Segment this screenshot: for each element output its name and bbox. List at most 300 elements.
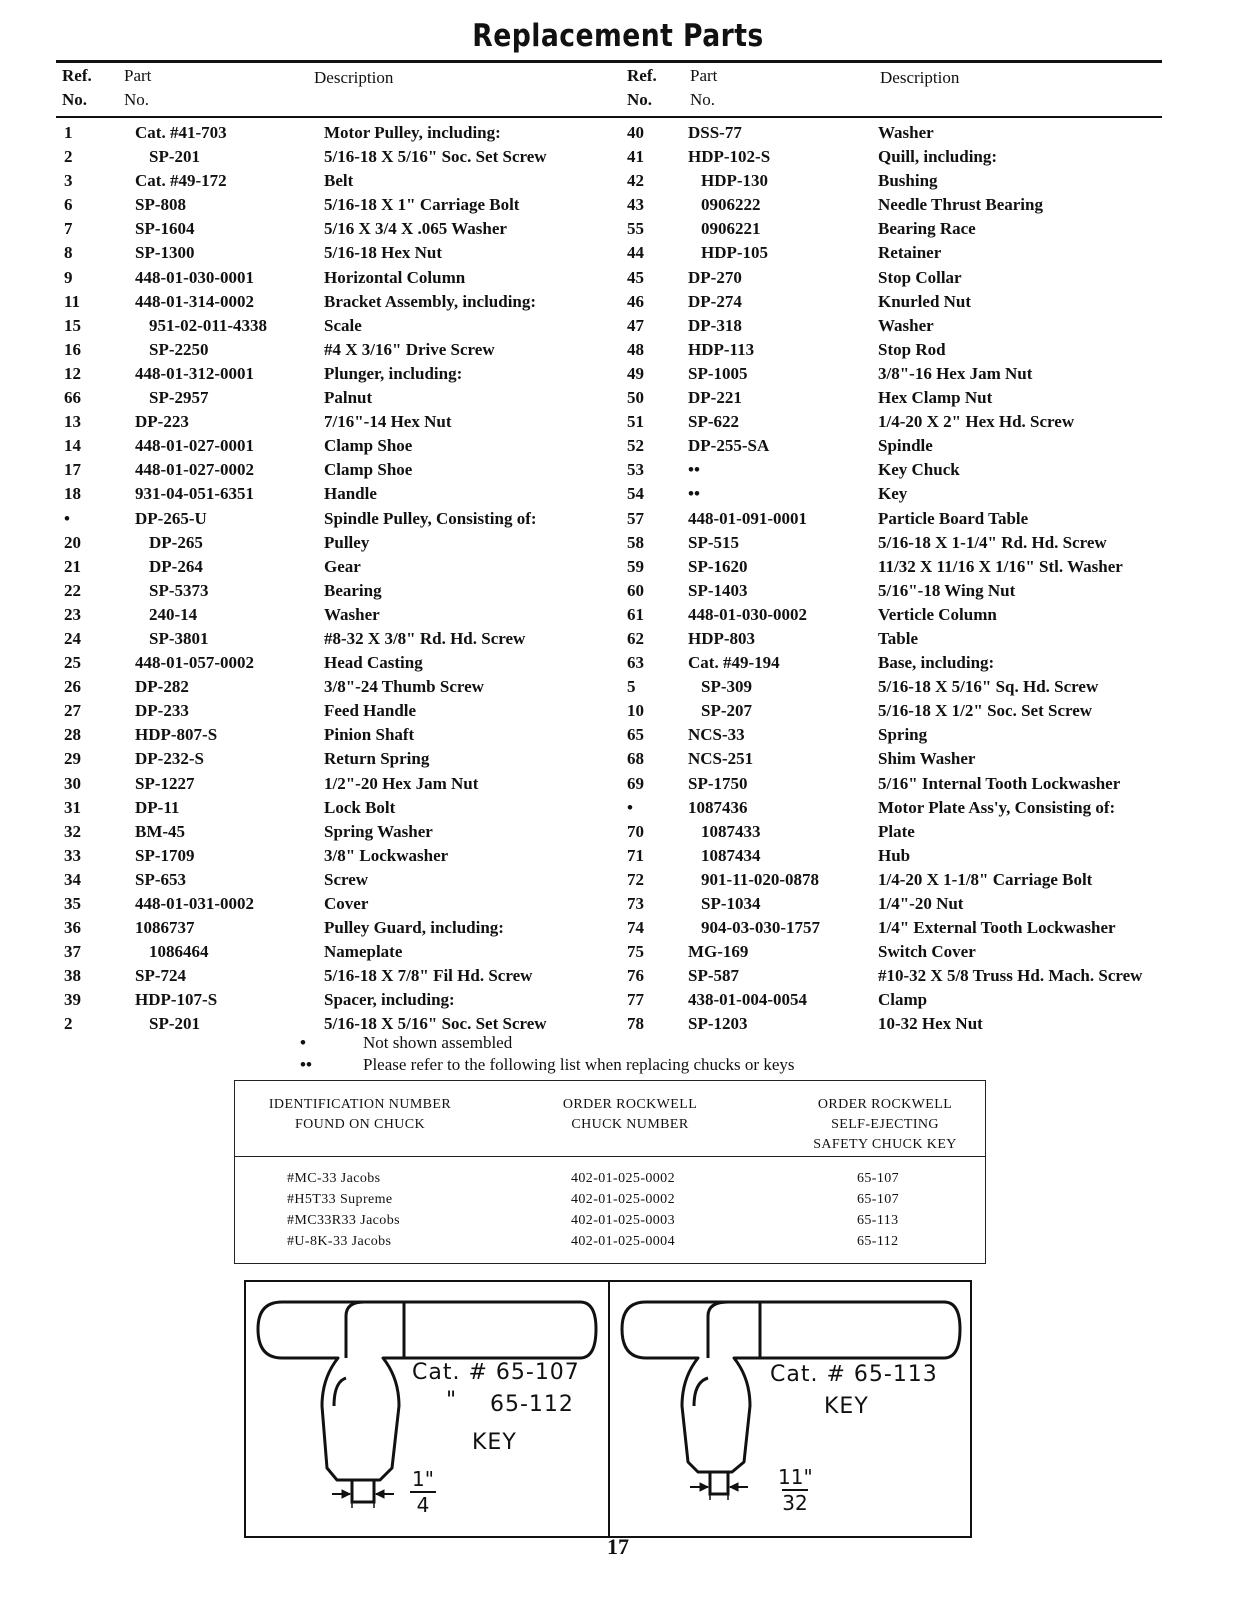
header-part-right — [690, 64, 717, 112]
part-row — [627, 844, 1207, 868]
ref-number: 68 — [627, 749, 644, 769]
ref-number: 15 — [64, 315, 81, 335]
chuck-id: #H5T33 Supreme — [287, 1192, 393, 1207]
part-row — [627, 362, 1207, 386]
part-row — [64, 386, 624, 410]
ref-number: • — [627, 797, 633, 817]
part-number: HDP-102-S — [688, 147, 771, 167]
part-row — [64, 482, 624, 506]
footnote-text: Not shown assembled — [363, 1033, 513, 1052]
ref-number: 39 — [64, 990, 81, 1010]
ref-number: 55 — [627, 219, 644, 239]
part-description: Spindle Pulley, Consisting of: — [324, 508, 537, 528]
ref-number: 74 — [627, 918, 644, 938]
part-description: Plunger, including: — [324, 363, 463, 383]
ref-number: 65 — [627, 725, 644, 745]
part-number: SP-2957 — [149, 388, 209, 408]
part-description: Clamp Shoe — [324, 436, 413, 456]
part-row — [64, 699, 624, 723]
ref-number: 69 — [627, 773, 644, 793]
ref-number: 51 — [627, 412, 644, 432]
part-number: MG-169 — [688, 942, 749, 962]
part-row — [64, 266, 624, 290]
ref-number: 25 — [64, 653, 81, 673]
part-number: 448-01-027-0002 — [135, 460, 254, 480]
part-number: 448-01-057-0002 — [135, 653, 254, 673]
ref-number: 11 — [64, 291, 81, 311]
chuck-key-number: 65-112 — [857, 1234, 899, 1249]
part-row — [627, 193, 1207, 217]
part-number: DP-221 — [688, 388, 742, 408]
part-number: 0906222 — [701, 195, 761, 215]
part-row — [627, 579, 1207, 603]
part-description: Stop Collar — [878, 267, 962, 287]
part-number: SP-201 — [149, 147, 200, 167]
dim-arrowhead-right — [730, 1483, 738, 1491]
part-number: HDP-803 — [688, 628, 756, 648]
part-row — [64, 290, 624, 314]
part-row — [64, 988, 624, 1012]
part-number: HDP-130 — [701, 171, 769, 191]
part-description: 3/8" Lockwasher — [324, 845, 449, 865]
header-ref-left — [62, 64, 92, 112]
part-description: 1/4-20 X 2" Hex Hd. Screw — [878, 412, 1075, 432]
key-left-dimension — [406, 1468, 440, 1516]
chuck-key-top — [346, 1302, 404, 1316]
part-row — [64, 145, 624, 169]
ref-number: 73 — [627, 894, 644, 913]
part-description: 5/16 X 3/4 X .065 Washer — [324, 219, 507, 239]
part-description: Base, including: — [878, 653, 995, 673]
part-description: Plate — [878, 821, 915, 841]
parts-list-left — [64, 121, 624, 1037]
part-description: Return Spring — [324, 749, 430, 769]
fraction-numerator: 11" — [778, 1465, 813, 1489]
part-row — [64, 362, 624, 386]
ref-number: 44 — [627, 243, 644, 263]
part-row — [64, 844, 624, 868]
part-row — [627, 482, 1207, 506]
part-description: Knurled Nut — [878, 291, 972, 311]
ref-number: 23 — [64, 604, 81, 624]
part-description: 5/16-18 Hex Nut — [324, 243, 443, 263]
part-number: HDP-807-S — [135, 725, 218, 745]
chuck-header-line: IDENTIFICATION NUMBER — [268, 1097, 452, 1112]
ref-number: 53 — [627, 460, 644, 480]
part-row — [64, 338, 624, 362]
part-number: SP-515 — [688, 532, 739, 552]
part-number: SP-1403 — [688, 580, 748, 600]
chuck-id: #MC-33 Jacobs — [287, 1171, 381, 1186]
chuck-number: 402-01-025-0002 — [571, 1192, 675, 1207]
part-description: 1/2"-20 Hex Jam Nut — [324, 773, 479, 793]
part-description: Gear — [324, 556, 361, 576]
ref-number: 66 — [64, 388, 81, 408]
part-row — [627, 145, 1207, 169]
part-number: •• — [688, 484, 700, 504]
part-number: 448-01-312-0001 — [135, 363, 254, 383]
chuck-key-number: 65-107 — [857, 1192, 900, 1207]
dim-arrowhead-left — [342, 1490, 350, 1498]
part-row — [64, 531, 624, 555]
ref-number: 49 — [627, 363, 644, 383]
part-row — [627, 964, 1207, 988]
ref-number: 2 — [64, 147, 73, 167]
fraction-denominator: 4 — [416, 1493, 430, 1517]
part-description: Bearing Race — [878, 219, 976, 239]
part-number: SP-201 — [149, 1014, 200, 1034]
part-number: NCS-33 — [688, 725, 745, 745]
part-number: DP-265-U — [135, 508, 207, 528]
header-rule-bottom — [56, 116, 1162, 118]
ref-number: 3 — [64, 171, 73, 191]
footnote-mark: • — [300, 1033, 306, 1052]
part-number: 448-01-027-0001 — [135, 436, 254, 456]
ref-number: 31 — [64, 797, 81, 817]
parts-list-right — [627, 121, 1207, 1037]
part-row — [64, 892, 624, 916]
header-ref-line2: No. — [627, 90, 653, 109]
fraction-numerator: 1" — [412, 1467, 434, 1491]
ref-number: 35 — [64, 894, 81, 913]
dim-arrowhead-right — [376, 1490, 384, 1498]
part-row — [64, 169, 624, 193]
part-number: SP-1300 — [135, 243, 195, 263]
ref-number: 75 — [627, 942, 644, 962]
part-row — [627, 290, 1207, 314]
part-description: Needle Thrust Bearing — [878, 195, 1043, 215]
chuck-header-line: ORDER ROCKWELL — [562, 1097, 698, 1112]
part-number: SP-309 — [701, 677, 752, 697]
ref-number: 7 — [64, 219, 73, 239]
header-ref-line2: No. — [62, 90, 88, 109]
part-row — [64, 675, 624, 699]
part-description: 5/16"-18 Wing Nut — [878, 580, 1016, 600]
part-row — [627, 916, 1207, 940]
part-row — [64, 410, 624, 434]
part-number: DP-233 — [135, 701, 189, 721]
part-description: Key Chuck — [878, 460, 960, 480]
part-number: SP-622 — [688, 412, 739, 432]
part-number: 438-01-004-0054 — [688, 990, 807, 1010]
part-row — [627, 651, 1207, 675]
part-description: 5/16" Internal Tooth Lockwasher — [878, 773, 1121, 793]
part-number: 1087433 — [701, 821, 761, 841]
part-row — [627, 314, 1207, 338]
chuck-key-diagrams — [244, 1280, 972, 1538]
part-number: SP-1034 — [701, 894, 761, 913]
part-description: #8-32 X 3/8" Rd. Hd. Screw — [324, 628, 526, 648]
part-row — [627, 386, 1207, 410]
part-number: DP-270 — [688, 267, 742, 287]
part-row — [64, 916, 624, 940]
part-row — [627, 627, 1207, 651]
chuck-key-outline — [622, 1302, 960, 1472]
part-number: Cat. #41-703 — [135, 123, 227, 142]
chuck-header-line: FOUND ON CHUCK — [294, 1117, 426, 1132]
part-number: Cat. #49-172 — [135, 171, 227, 191]
part-number: SP-1709 — [135, 845, 195, 865]
ref-number: 58 — [627, 532, 644, 552]
part-row — [64, 217, 624, 241]
chuck-number: 402-01-025-0003 — [571, 1213, 675, 1228]
part-number: SP-587 — [688, 966, 739, 986]
part-number: HDP-105 — [701, 243, 769, 263]
ref-number: 17 — [64, 460, 81, 480]
part-row — [64, 193, 624, 217]
part-number: 448-01-091-0001 — [688, 508, 807, 528]
ref-number: 36 — [64, 918, 81, 938]
part-row — [64, 868, 624, 892]
part-row — [627, 603, 1207, 627]
part-description: Pinion Shaft — [324, 725, 415, 745]
ref-number: 78 — [627, 1014, 644, 1034]
ref-number: • — [64, 508, 70, 528]
part-number: SP-1203 — [688, 1014, 748, 1034]
chuck-header-identification — [245, 1095, 475, 1135]
part-description: Spring — [878, 725, 928, 745]
part-number: NCS-251 — [688, 749, 754, 769]
fraction-denominator: 32 — [782, 1491, 808, 1515]
ref-number: 13 — [64, 412, 81, 432]
part-row — [64, 772, 624, 796]
part-description: Bearing — [324, 580, 382, 600]
part-description: Motor Pulley, including: — [324, 123, 501, 142]
part-description: Lock Bolt — [324, 797, 396, 817]
ref-number: 61 — [627, 604, 644, 624]
part-row — [627, 796, 1207, 820]
part-number: SP-1227 — [135, 773, 195, 793]
part-row — [64, 796, 624, 820]
part-description: 3/8"-24 Thumb Screw — [324, 677, 484, 697]
part-row — [627, 507, 1207, 531]
part-row — [64, 507, 624, 531]
part-description: Head Casting — [324, 653, 423, 673]
chuck-key-number: 65-107 — [857, 1171, 900, 1186]
part-number: 1087436 — [688, 797, 748, 817]
part-description: #4 X 3/16" Drive Screw — [324, 339, 495, 359]
part-number: SP-5373 — [149, 580, 209, 600]
part-row — [627, 940, 1207, 964]
part-row — [627, 410, 1207, 434]
part-row — [627, 820, 1207, 844]
header-ref-right — [627, 64, 657, 112]
part-description: Clamp — [878, 990, 928, 1010]
part-row — [627, 723, 1207, 747]
ref-number: 60 — [627, 580, 644, 600]
part-description: Washer — [878, 315, 934, 335]
part-description: Switch Cover — [878, 942, 976, 962]
part-row — [627, 772, 1207, 796]
ref-number: 43 — [627, 195, 644, 215]
chuck-id: #MC33R33 Jacobs — [287, 1213, 400, 1228]
part-description: Particle Board Table — [878, 508, 1029, 528]
part-number: DP-265 — [149, 532, 203, 552]
part-number: 931-04-051-6351 — [135, 484, 254, 504]
ref-number: 1 — [64, 123, 73, 142]
footnote-mark: •• — [300, 1055, 312, 1074]
part-row — [627, 121, 1207, 145]
part-number: 448-01-030-0001 — [135, 267, 254, 287]
part-description: Handle — [324, 484, 377, 504]
chuck-key-tip — [352, 1480, 374, 1502]
part-description: Stop Rod — [878, 339, 946, 359]
part-row — [627, 458, 1207, 482]
part-row — [627, 266, 1207, 290]
part-number: BM-45 — [135, 821, 186, 841]
chuck-header-line: ORDER ROCKWELL — [817, 1097, 953, 1112]
dim-arrowhead-left — [700, 1483, 708, 1491]
ref-number: 20 — [64, 532, 81, 552]
chuck-number: 402-01-025-0002 — [571, 1171, 675, 1186]
ref-number: 38 — [64, 966, 81, 986]
ref-number: 37 — [64, 942, 81, 962]
key-left-ditto-mark: " — [446, 1388, 458, 1413]
part-number: SP-207 — [701, 701, 752, 721]
part-number: 904-03-030-1757 — [701, 918, 820, 938]
part-row — [64, 555, 624, 579]
ref-number: 22 — [64, 580, 81, 600]
part-description: Spindle — [878, 436, 933, 456]
header-part-left — [124, 64, 151, 112]
page-title: Replacement Parts — [472, 18, 764, 54]
part-description: Washer — [324, 604, 380, 624]
part-description: Clamp Shoe — [324, 460, 413, 480]
part-number: 1086737 — [135, 918, 195, 938]
header-ref-line1: Ref. — [627, 66, 657, 85]
chuck-header-line: SAFETY CHUCK KEY — [813, 1137, 957, 1152]
part-row — [627, 675, 1207, 699]
part-row — [627, 699, 1207, 723]
part-description: Spring Washer — [324, 821, 433, 841]
part-number: SP-1750 — [688, 773, 748, 793]
part-row — [627, 747, 1207, 771]
ref-number: 52 — [627, 436, 644, 456]
ref-number: 41 — [627, 147, 644, 167]
part-row — [627, 434, 1207, 458]
part-row — [64, 434, 624, 458]
ref-number: 77 — [627, 990, 644, 1010]
part-row — [64, 121, 624, 145]
chuck-table-divider — [235, 1156, 985, 1157]
footnote-text: Please refer to the following list when replacing chucks or keys — [363, 1055, 795, 1074]
ref-number: 47 — [627, 315, 644, 335]
part-description: Verticle Column — [878, 604, 997, 624]
part-number: •• — [688, 460, 700, 480]
ref-number: 70 — [627, 821, 644, 841]
part-number: 448-01-030-0002 — [688, 604, 807, 624]
part-number: SP-2250 — [149, 339, 209, 359]
part-number: HDP-113 — [688, 339, 755, 359]
key-left-cat-number-alt: 65-112 — [490, 1392, 574, 1417]
ref-number: 6 — [64, 195, 73, 215]
part-description: Table — [878, 628, 919, 648]
chuck-key-top — [708, 1302, 760, 1316]
part-row — [64, 723, 624, 747]
part-description: 10-32 Hex Nut — [878, 1014, 983, 1034]
part-description: 5/16-18 X 1" Carriage Bolt — [324, 195, 520, 215]
part-description: Nameplate — [324, 942, 403, 962]
part-number: DP-274 — [688, 291, 742, 311]
page-number: 17 — [607, 1534, 629, 1559]
part-description: 5/16-18 X 5/16" Soc. Set Screw — [324, 1014, 547, 1034]
chuck-key-outline — [258, 1302, 596, 1480]
part-row — [64, 603, 624, 627]
ref-number: 2 — [64, 1014, 73, 1034]
ref-number: 62 — [627, 628, 644, 648]
ref-number: 59 — [627, 556, 644, 576]
part-description: Spacer, including: — [324, 990, 455, 1010]
part-number: 448-01-031-0002 — [135, 894, 254, 913]
header-part-line2: No. — [690, 90, 716, 109]
part-description: Washer — [878, 123, 934, 142]
part-description: 1/4-20 X 1-1/8" Carriage Bolt — [878, 869, 1093, 889]
ref-number: 28 — [64, 725, 81, 745]
part-description: 1/4"-20 Nut — [878, 894, 964, 913]
part-number: SP-1620 — [688, 556, 748, 576]
ref-number: 32 — [64, 821, 81, 841]
part-row — [627, 555, 1207, 579]
chuck-header-line: SELF-EJECTING — [831, 1117, 939, 1132]
part-number: DP-223 — [135, 412, 189, 432]
part-row — [64, 820, 624, 844]
part-description: Screw — [324, 869, 369, 889]
part-number: DP-255-SA — [688, 436, 770, 456]
header-part-line1: Part — [690, 66, 718, 85]
part-number: 901-11-020-0878 — [701, 869, 820, 889]
chuck-header-line: CHUCK NUMBER — [571, 1117, 689, 1132]
part-row — [64, 579, 624, 603]
part-row — [627, 338, 1207, 362]
part-description: Motor Plate Ass'y, Consisting of: — [878, 797, 1116, 817]
ref-number: 48 — [627, 339, 644, 359]
part-description: 7/16"-14 Hex Nut — [324, 412, 452, 432]
part-row — [64, 1012, 624, 1036]
ref-number: 34 — [64, 869, 81, 889]
part-description: 5/16-18 X 5/16" Soc. Set Screw — [324, 147, 547, 167]
key-left-label: KEY — [472, 1430, 517, 1455]
part-number: DP-264 — [149, 556, 203, 576]
ref-number: 8 — [64, 243, 73, 263]
part-number: Cat. #49-194 — [688, 653, 780, 673]
part-description: 5/16-18 X 7/8" Fil Hd. Screw — [324, 966, 533, 986]
part-row — [64, 458, 624, 482]
chuck-number: 402-01-025-0004 — [571, 1234, 675, 1249]
part-description: Belt — [324, 171, 354, 191]
ref-number: 18 — [64, 484, 81, 504]
part-number: 0906221 — [701, 219, 761, 239]
part-number: SP-724 — [135, 966, 186, 986]
part-row — [627, 892, 1207, 916]
part-number: DP-318 — [688, 315, 742, 335]
part-number: 448-01-314-0002 — [135, 291, 254, 311]
ref-number: 30 — [64, 773, 81, 793]
part-description: Bushing — [878, 171, 938, 191]
part-description: Pulley Guard, including: — [324, 918, 504, 938]
ref-number: 21 — [64, 556, 81, 576]
key-right-cat-number: Cat. # 65-113 — [770, 1362, 938, 1387]
ref-number: 45 — [627, 267, 644, 287]
part-number: 1086464 — [149, 942, 209, 962]
part-number: SP-3801 — [149, 628, 209, 648]
ref-number: 63 — [627, 653, 644, 673]
ref-number: 14 — [64, 436, 81, 456]
header-description-left: Description — [314, 68, 394, 87]
chuck-header-key — [785, 1095, 985, 1155]
part-row — [627, 217, 1207, 241]
chuck-reference-table — [234, 1080, 986, 1264]
part-description: Bracket Assembly, including: — [324, 291, 537, 311]
